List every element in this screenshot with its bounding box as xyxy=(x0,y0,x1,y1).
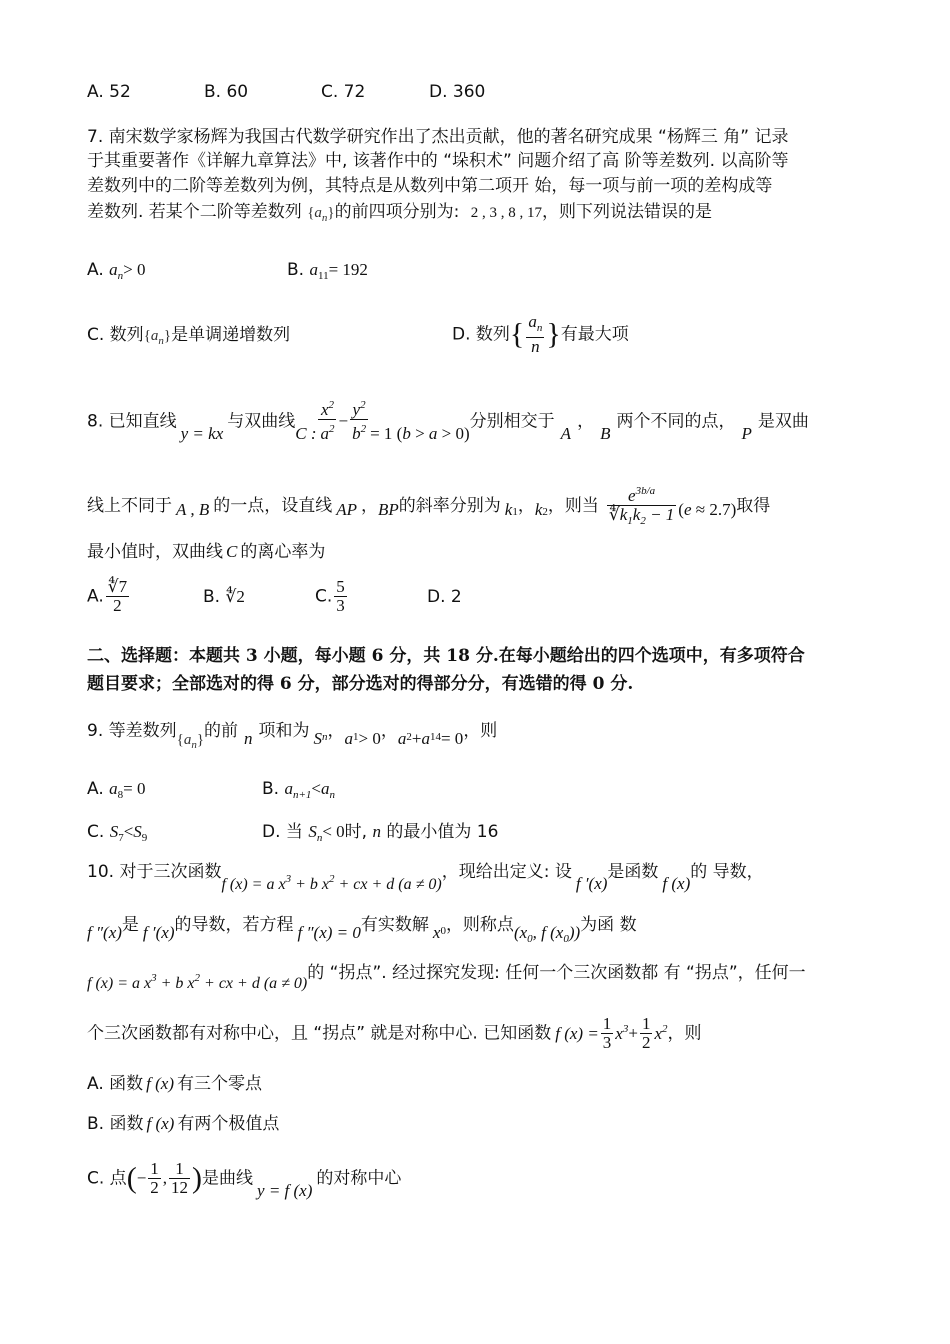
q6-option-d: D. 360 xyxy=(429,82,486,102)
q10-line-2: f ″(x)是 f ′(x)的导数，若方程 f ″(x) = 0有实数解 $x_0$，则称点($x_0$, f $(x_0)$)为函 数 xyxy=(87,915,637,945)
q7-options-ab xyxy=(87,260,368,282)
q10-option-a: A. 函数 f (x) 有三个零点 xyxy=(87,1074,262,1094)
q7-line-3: 差数列中的二阶等差数列为例，其特点是从数列中第二项开 始，每一项与前一项的差构成等 xyxy=(87,176,773,196)
q8-option-a: A. $\frac{∜7}{2}$ xyxy=(87,577,128,615)
q8-option-d: D. 2 xyxy=(427,586,462,607)
q10-line-1: 10. 对于三次函数f (x) = a $x^3 + b$ $x^2$ + cx + d (a ≠ 0)，现给出定义: 设f ′(x)是函数f (x)的 导数， xyxy=(87,862,764,893)
q7-line-4b: 的前四项分别为: xyxy=(334,202,460,222)
section-2-line-1: 二、选择题：本题共 3 小题，每小题 6 分，共 18 分.在每小题给出的四个选项中，有多项符合 xyxy=(87,646,805,666)
q8-options xyxy=(87,578,462,615)
section-2-line-2: 题目要求；全部选对的得 6 分，部分选对的得部分分，有选错的得 0 分. xyxy=(87,674,634,694)
q8-line-3: 最小值时，双曲线 C 的离心率为 xyxy=(87,542,326,562)
q8-option-b: B. ∜2 xyxy=(203,586,245,607)
q9-option-d: D. 当 $S_n< 0$时, n 的最小值为 16 xyxy=(262,822,499,844)
q7-line-2: 于其重要著作《详解九章算法》中, 该著作中的 “垛积术” 问题介绍了高 阶等差数列. 以高阶等 xyxy=(87,151,789,171)
q6-option-c: C. 72 xyxy=(321,82,366,102)
q6-option-b: B. 60 xyxy=(204,82,249,102)
q7-line-4c: ，则下列说法错误的是 xyxy=(542,202,713,222)
q10-line-4: 个三次函数都有对称中心，且 “拐点” 就是对称中心. 已知函数 f (x) = $\frac{1}{3}$ $x^3+$ $\frac{1}{2}$ $x^2$，则 xyxy=(87,1014,702,1052)
q7-option-b: B. $a_{11}= 192$ xyxy=(287,260,368,282)
q7-line-1: 7. 南宋数学家杨辉为我国古代数学研究作出了杰出贡献，他的著名研究成果 “杨辉三 角” 记录 xyxy=(87,127,789,147)
q10-option-b: B. 函数 f (x) 有两个极值点 xyxy=(87,1114,280,1134)
q6-option-a: A. 52 xyxy=(87,82,131,102)
q8-option-c: C. $\frac{5}{3}$ xyxy=(315,577,345,615)
q9-option-b: B. $a_{n+1}<a_n$ xyxy=(262,779,336,801)
q7-options-cd xyxy=(87,313,629,356)
q7-line-4 xyxy=(87,197,712,224)
q9-options-cd xyxy=(87,817,498,844)
q9-line-1: 9. 等差数列$\{a_n\}$的前 n 项和为 $S_n$，$a_1> 0$，$a_2+a_{14}= 0$，则 xyxy=(87,721,498,751)
q10-line-3: f (x) = a $x^3 + b$ $x^2$ + cx + d (a ≠ 0)的 “拐点”. 经过探究发现: 任何一个三次函数都 有 “拐点”，任何一 xyxy=(87,963,806,992)
q7-line-4a: 差数列. 若某个二阶等差数列 xyxy=(87,202,302,222)
q7-option-d: D. 数列{ $\frac{a_n}{n}$ }有最大项 xyxy=(452,312,629,356)
q9-options-ab xyxy=(87,779,335,801)
q7-sequence: 2 , 3 , 8 , 17 xyxy=(470,205,543,221)
q8-line-1: 8. 已知直线y = kx与双曲线C : $\frac{x^2}{a^2}$ − $\frac{y^2}{b^2}$ = 1 (b > a > 0)分别相交于A，B两个不同的点，P是双曲 xyxy=(87,398,809,445)
q9-option-a: A. $a_8= 0$ xyxy=(87,779,146,801)
q9-option-c: C. $S_7<S_9$ xyxy=(87,822,148,844)
q7-option-a: A. $a_n> 0$ xyxy=(87,260,146,282)
q7-option-c: C. 数列$\{a_n\}$是单调递增数列 xyxy=(87,324,291,347)
q10-option-c: C. 点(− $\frac{1}{2}$ , $\frac{1}{12}$ )是曲线y = f (x)的对称中心 xyxy=(87,1159,402,1200)
q6-options xyxy=(87,82,485,102)
q7-seq-symbol: $\{a_n\}$ xyxy=(307,205,335,224)
q8-line-2: 线上不同于 A , B 的一点，设直线 AP ，BP的斜率分别为 $k_1$，$k_2$，则当 $\frac{e^{3b/a}}{∜k_1k_2 - 1}$ (e ≈ 2.7)取得 xyxy=(87,482,770,530)
